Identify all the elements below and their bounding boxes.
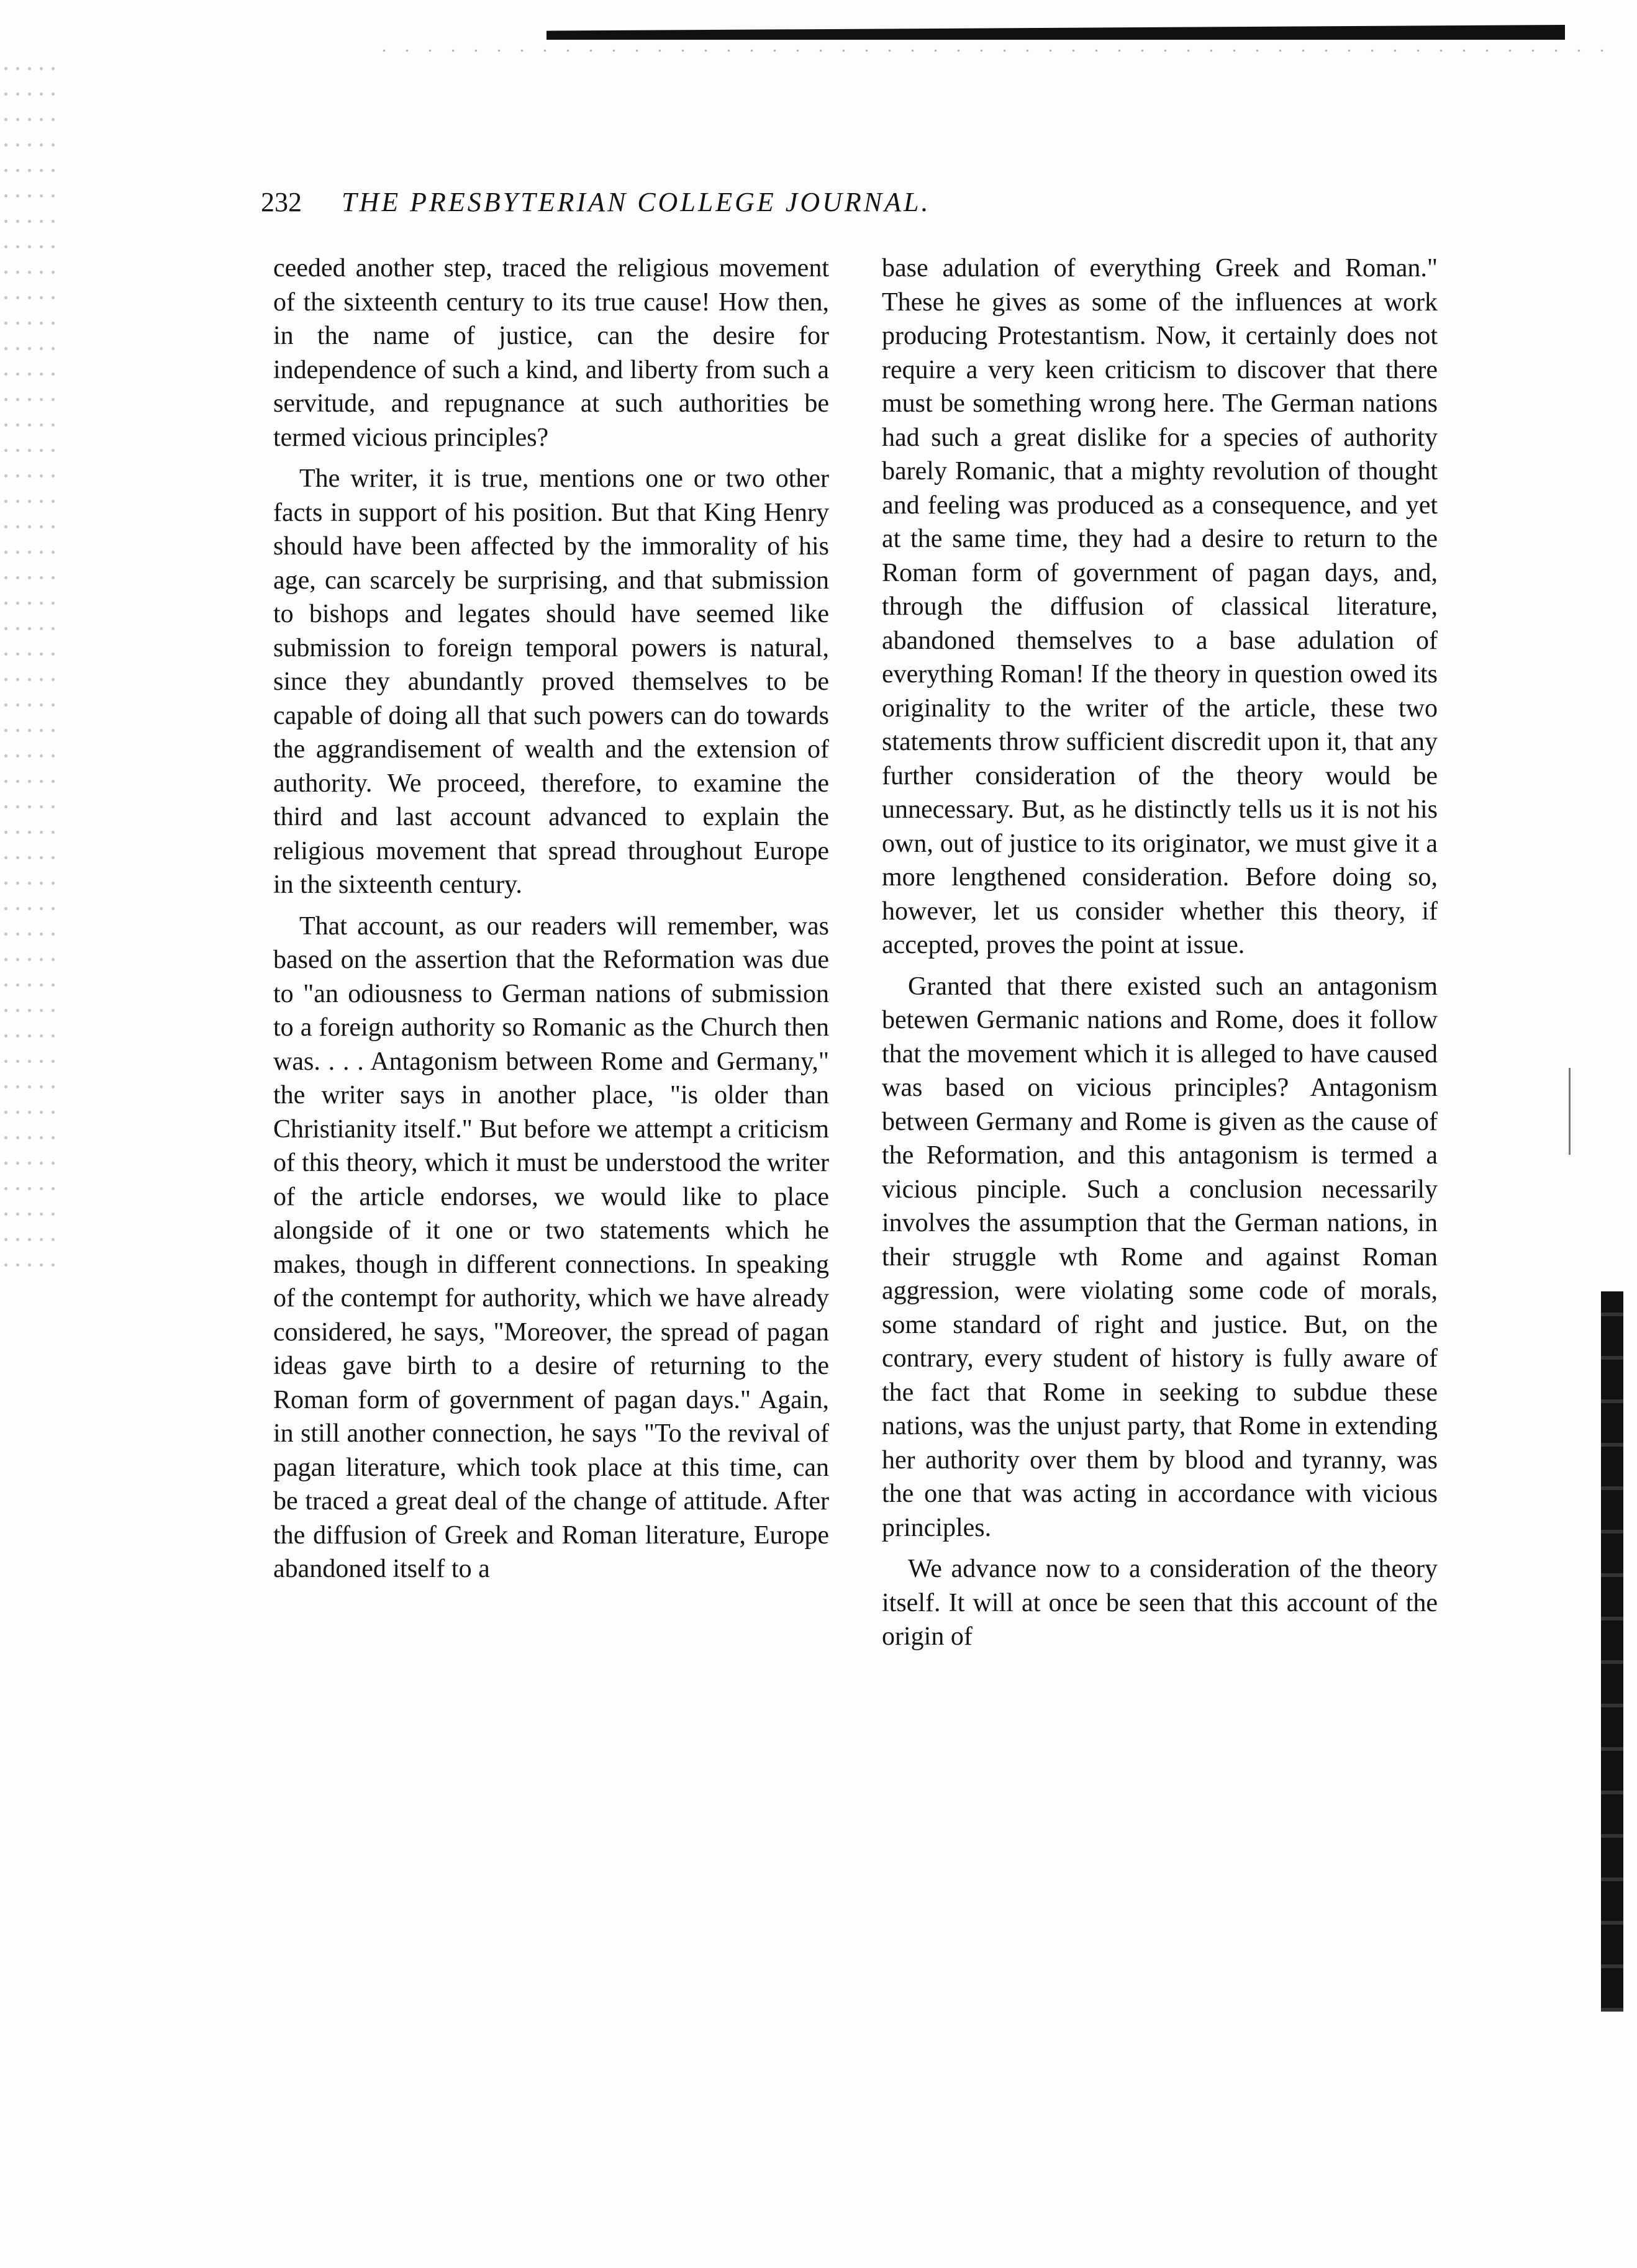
paragraph: The writer, it is true, mentions one or two other facts in support of his position. But that King Henry should have been affected by the immorality of his age, can scarcely be surprising, and that submission to bishops and legates should have seemed like submission to foreign temporal powers is natural, since they abundantly proved themselves to be capable of doing all that such powers can do towards the aggrandisement of wealth and the extension of authority. We proceed, therefore, to examine the third and last account advanced to explain the religious movement that spread throughout Europe in the sixteenth century. <box>273 464 829 899</box>
paragraph: Granted that there existed such an antagonism betewen Germanic nations and Rome, does it follow that the movement which it is alleged to have caused was based on vicious principles? Antagonism between Germany and Rome is given as the cause of the Reformation, and this antagonism is termed a vicious pinciple. Such a conclusion necessarily involves the assumption that the German nations, in their struggle wth Rome and against Roman aggression, were violating some code of morals, some standard of right and justice. But, on the contrary, every student of history is fully aware of the fact that Rome in seeking to subdue these nations, was the unjust party, that Rome in extending her authority over them by blood and tyranny, was the one that was acting in accordance with vicious principles. <box>882 972 1438 1542</box>
paragraph: That account, as our readers will remember, was based on the assertion that the Reformation was due to "an odiousness to German nations of submission to a foreign authority so Romanic as the Church then was. . . . Antagonism between Rome and Germany," the writer says in another place, "is older than Christianity itself." But before we attempt a criticism of this theory, which it must be understood the writer of the article endorses, we would like to place alongside of it one or two statements which he makes, though in different connections. In speaking of the contempt for authority, which we have already considered, he says, "Moreover, the spread of pagan ideas gave birth to a desire of returning to the Roman form of government of pagan days." Again, in still another connection, he says "To the revival of pagan literature, which took place at this time, can be traced a great deal of the change of attitude. After the diffusion of Greek and Roman literature, Europe abandoned itself to a <box>273 911 829 1583</box>
scan-noise-left <box>0 56 62 1267</box>
paragraph: base adulation of everything Greek and Roman." These he gives as some of the influences at work producing Protestantism. Now, it certainly does not require a very keen criticism to discover that there must be something wrong here. The German nations had such a great dislike for a species of authority barely Romanic, that a mighty revolution of thought and feeling was produced as a consequence, and yet at the same time, they had a desire to return to the Roman form of government of pagan days, and, through the diffusion of classical literature, abandoned themselves to a base adulation of everything Roman! If the theory in question owed its originality to the writer of the article, these two statements throw sufficient discredit upon it, that any further consideration of the theory would be unnecessary. But, as he distinctly tells us it is not his own, out of justice to its originator, we must give it a more lengthened consideration. Before doing so, however, let us consider whether this theory, if accepted, proves the point at issue. <box>882 254 1438 959</box>
scan-noise-top <box>373 43 1615 62</box>
text-column-right <box>882 251 1438 1654</box>
scan-edge-bar <box>546 25 1565 40</box>
running-title: THE PRESBYTERIAN COLLEGE JOURNAL. <box>342 187 931 217</box>
scan-edge-right <box>1601 1291 1623 2012</box>
page-header <box>261 186 1205 224</box>
paragraph: ceeded another step, traced the religious movement of the sixteenth century to its true cause! How then, in the name of justice, can the desire for independence of such a kind, and liberty from such a servitude, and repugnance at such authorities be termed vicious principles? <box>273 254 829 452</box>
page-number: 232 <box>261 187 302 217</box>
text-column-left <box>273 251 829 1586</box>
scan-mark <box>1569 1068 1571 1155</box>
paragraph: We advance now to a consideration of the theory itself. It will at once be seen that this account of the origin of <box>882 1555 1438 1651</box>
